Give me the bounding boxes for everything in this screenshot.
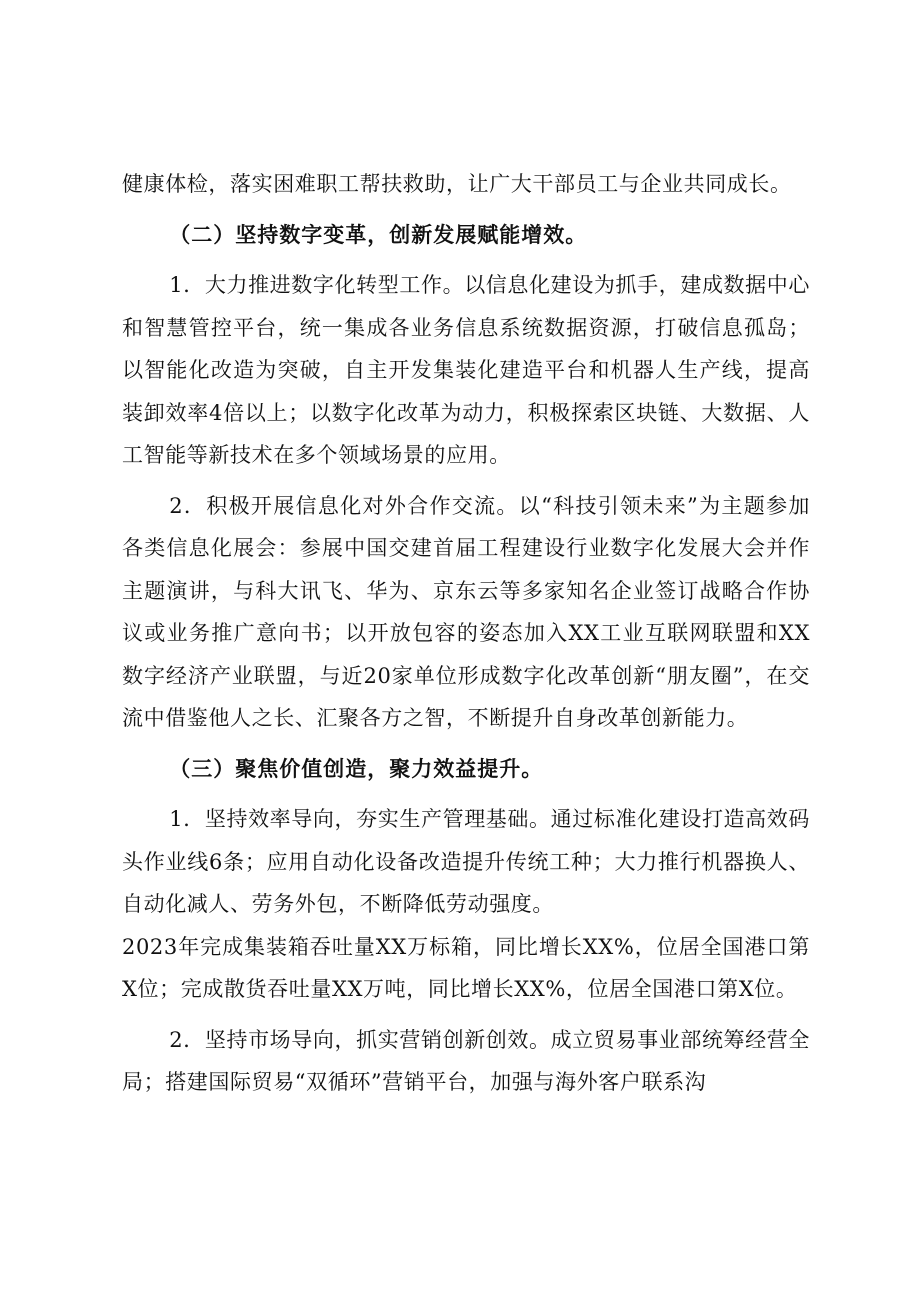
- body-paragraph-external-cooperation: 2．积极开展信息化对外合作交流。以“科技引领未来”为主题参加各类信息化展会：参展中国交建首届工程建设行业数字化发展大会并作主题演讲，与科大讯飞、华为、京东云等多家知名企业签订战略合作协议或业务推广意向书；以开放包容的姿态加入XX工业互联网联盟和XX数字经济产业联盟，与近20家单位形成数字化改革创新“朋友圈”，在交流中借鉴他人之长、汇聚各方之智，不断提升自身改革创新能力。: [122, 493, 810, 730]
- section-heading-digital-reform: （二）坚持数字变革，创新发展赋能增效。: [169, 221, 588, 247]
- body-paragraph-digital-transformation: 1．大力推进数字化转型工作。以信息化建设为抓手，建成数据中心和智慧管控平台，统一集成各业务信息系统数据资源，打破信息孤岛；以智能化改造为突破，自主开发集装化建造平台和机器人生产线，提高装卸效率4倍以上；以数字化改革为动力，积极探索区块链、大数据、人工智能等新技术在多个领域场景的应用。: [122, 273, 810, 467]
- body-paragraph-market: 2．坚持市场导向，抓实营销创新创效。成立贸易事业部统筹经营全局；搭建国际贸易“双循环”营销平台，加强与海外客户联系沟: [122, 1027, 810, 1094]
- body-paragraph-health: 健康体检，落实困难职工帮扶救助，让广大干部员工与企业共同成长。: [122, 172, 792, 196]
- section-heading-value-creation: （三）聚焦价值创造，聚力效益提升。: [169, 755, 544, 781]
- document-page: [122, 163, 810, 1104]
- body-paragraph-efficiency: 1．坚持效率导向，夯实生产管理基础。通过标准化建设打造高效码头作业线6条；应用自动化设备改造提升传统工种；大力推行机器换人、自动化减人、劳务外包，不断降低劳动强度。: [122, 807, 810, 916]
- body-paragraph-throughput: 2023年完成集装箱吞吐量XX万标箱，同比增长XX%，位居全国港口第X位；完成散货吞吐量XX万吨，同比增长XX%，位居全国港口第X位。: [122, 934, 810, 1001]
